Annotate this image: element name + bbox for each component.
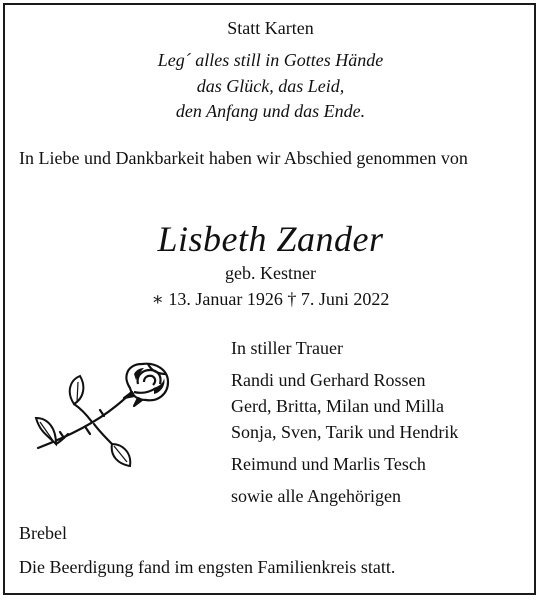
life-dates: ∗ 13. Januar 1926 † 7. Juni 2022 [151,289,390,309]
place-name: Brebel [19,523,67,543]
mourner-line-4: Reimund und Marlis Tesch [231,454,426,474]
mourner-line-3: Sonja, Sven, Tarik und Hendrik [231,422,459,442]
deceased-name: Lisbeth Zander [157,219,384,259]
mourner-line-1: Randi und Gerhard Rossen [231,370,426,390]
poem-line-1: Leg´ alles still in Gottes Hände [157,50,384,70]
maiden-name: geb. Kestner [225,263,316,283]
intro-text: In Liebe und Dankbarkeit haben wir Abschied genommen von [19,148,468,168]
mourner-line-2: Gerd, Britta, Milan und Milla [231,396,444,416]
mourner-line-5: sowie alle Angehörigen [231,486,401,506]
mourners-heading: In stiller Trauer [231,338,343,358]
poem-line-2: das Glück, das Leid, [196,76,345,96]
funeral-note: Die Beerdigung fand im engsten Familienkreis statt. [19,557,396,577]
poem-line-3: den Anfang und das Ende. [175,101,366,121]
header-text: Statt Karten [227,18,314,38]
rose-icon [34,362,174,482]
